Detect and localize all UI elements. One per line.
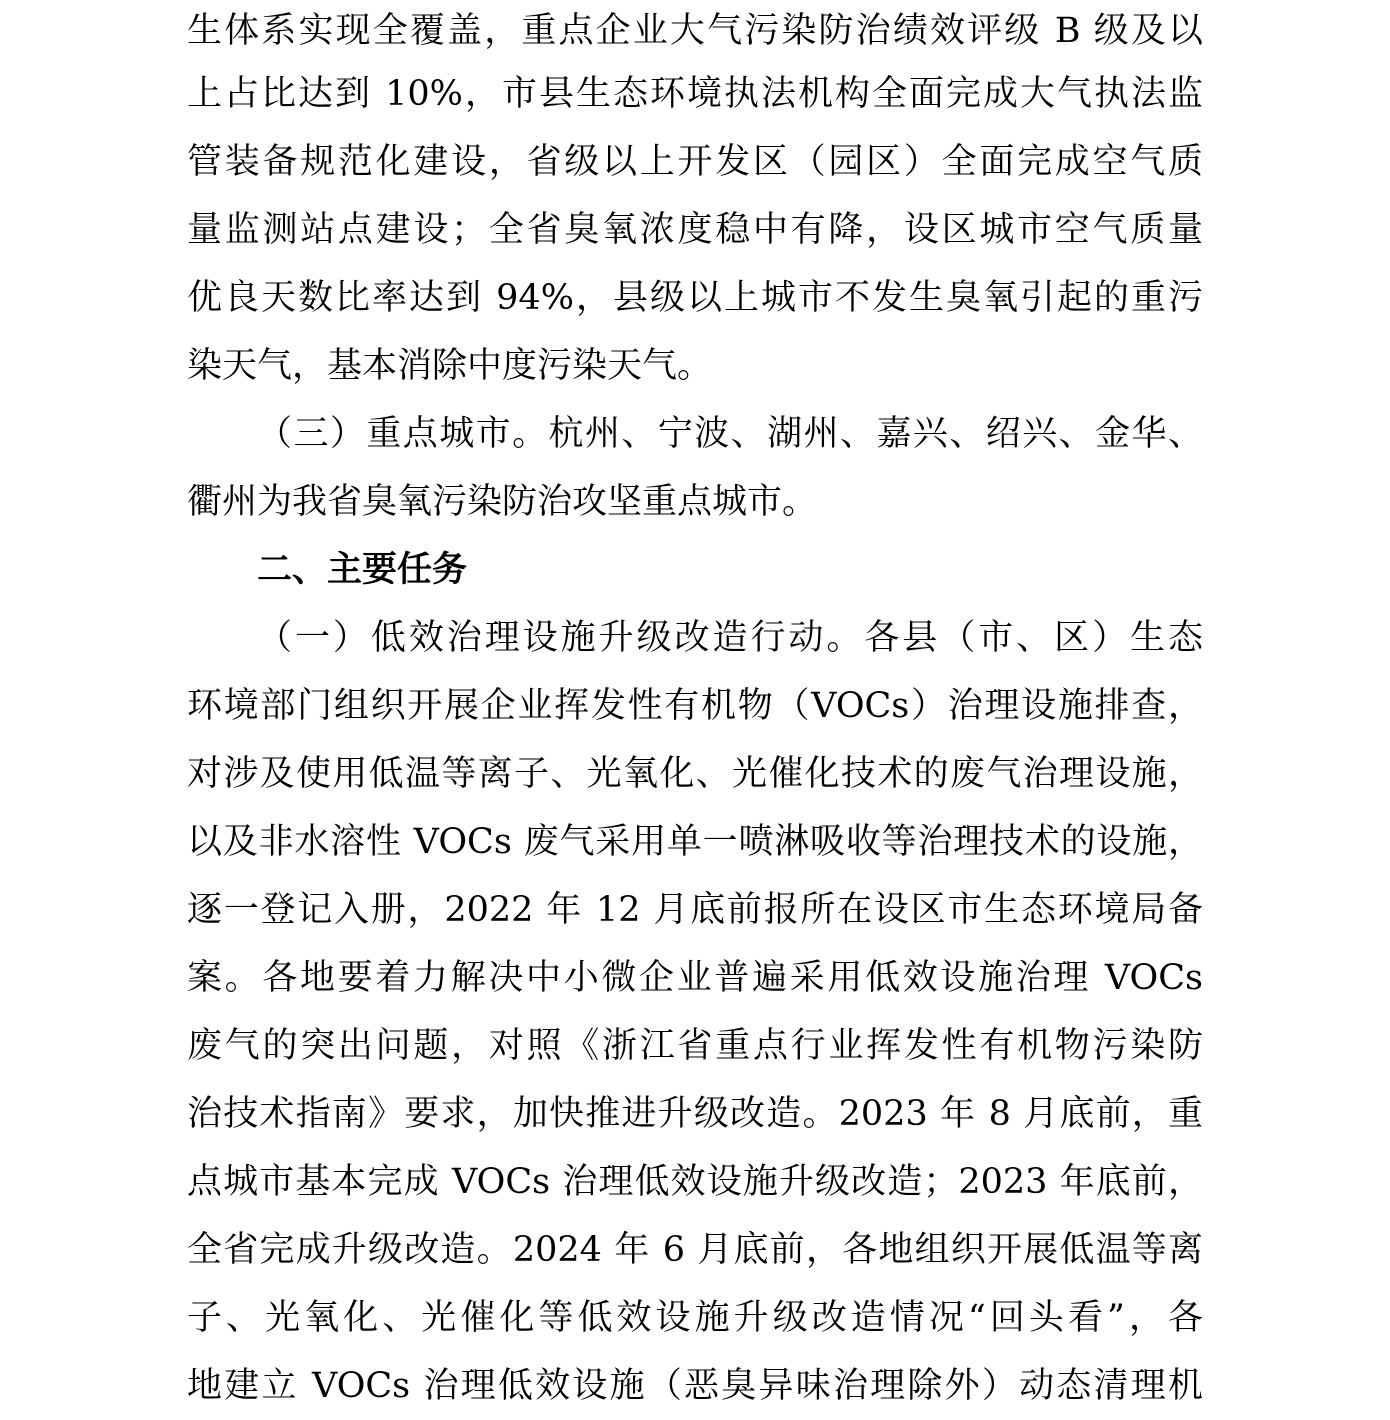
text-line-11: 环境部门组织开展企业挥发性有机物（VOCs）治理设施排查， <box>187 686 1203 726</box>
text-line-21: 地建立 VOCs 治理低效设施（恶臭异味治理除外）动态清理机 <box>187 1366 1203 1406</box>
section-heading: 二、主要任务 <box>257 550 468 590</box>
text-line-5: 优良天数比率达到 94%，县级以上城市不发生臭氧引起的重污 <box>187 278 1203 318</box>
text-line-7: （三）重点城市。杭州、宁波、湖州、嘉兴、绍兴、金华、 <box>257 414 1203 454</box>
text-line-2: 上占比达到 10%，市县生态环境执法机构全面完成大气执法监 <box>187 74 1203 114</box>
text-line-1: 生体系实现全覆盖，重点企业大气污染防治绩效评级 B 级及以 <box>187 11 1203 51</box>
text-line-3: 管装备规范化建设，省级以上开发区（园区）全面完成空气质 <box>187 142 1203 182</box>
text-line-15: 案。各地要着力解决中小微企业普遍采用低效设施治理 VOCs <box>187 958 1203 998</box>
text-line-14: 逐一登记入册，2022 年 12 月底前报所在设区市生态环境局备 <box>187 890 1203 930</box>
text-line-13: 以及非水溶性 VOCs 废气采用单一喷淋吸收等治理技术的设施， <box>187 822 1203 862</box>
text-line-20: 子、光氧化、光催化等低效设施升级改造情况“回头看”，各 <box>187 1298 1203 1338</box>
text-line-18: 点城市基本完成 VOCs 治理低效设施升级改造；2023 年底前， <box>187 1162 1203 1202</box>
text-line-17: 治技术指南》要求，加快推进升级改造。2023 年 8 月底前，重 <box>187 1094 1203 1134</box>
document-page <box>187 0 1203 1420</box>
text-line-12: 对涉及使用低温等离子、光氧化、光催化技术的废气治理设施， <box>187 754 1203 794</box>
text-line-8: 衢州为我省臭氧污染防治攻坚重点城市。 <box>187 482 818 522</box>
text-line-19: 全省完成升级改造。2024 年 6 月底前，各地组织开展低温等离 <box>187 1230 1203 1270</box>
text-line-4: 量监测站点建设；全省臭氧浓度稳中有降，设区城市空气质量 <box>187 210 1203 250</box>
text-line-10: （一）低效治理设施升级改造行动。各县（市、区）生态 <box>257 618 1203 658</box>
text-line-6: 染天气，基本消除中度污染天气。 <box>187 346 713 386</box>
text-line-16: 废气的突出问题，对照《浙江省重点行业挥发性有机物污染防 <box>187 1026 1203 1066</box>
